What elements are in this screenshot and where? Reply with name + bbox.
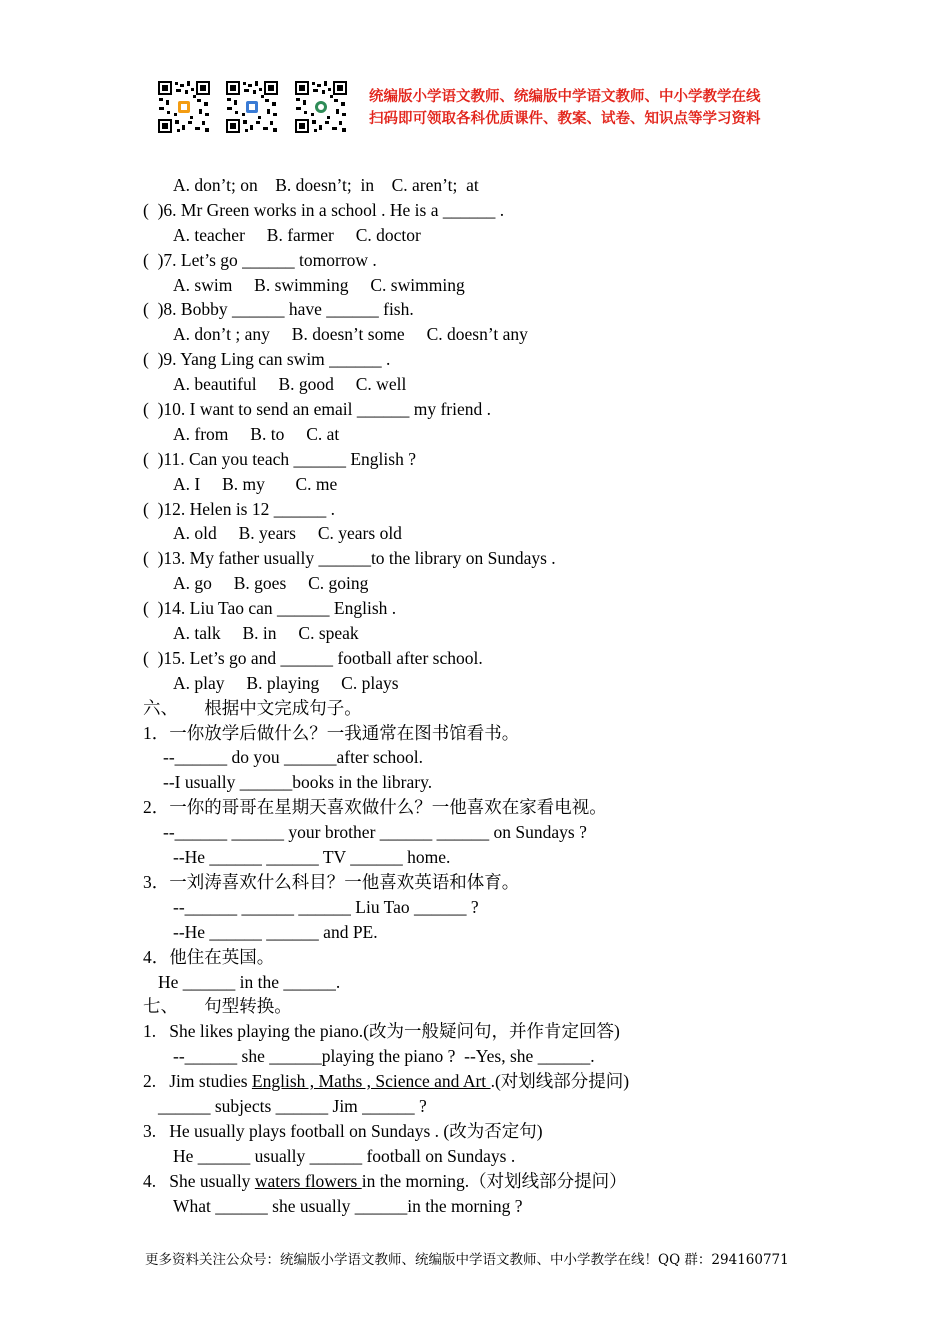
question-line: ( )7. Let’s go ______ tomorrow . [143,249,377,270]
question-line [143,1069,843,1094]
question-instruction: .(对划线部分提问) [490,1071,630,1092]
answer-line: --I usually ______books in the library. [163,772,433,793]
answer-line: What ______ she usually ______in the morning ? [173,1195,523,1216]
answer-line: --______ ______ your brother ______ ______ on Sundays ? [163,822,587,843]
answer-line: He ______ usually ______ football on Sundays . [173,1145,516,1166]
answer-line: He ______ in the ______. [158,971,341,992]
question-instruction: in the morning.（对划线部分提问） [361,1170,627,1191]
option-line: A. teacher B. farmer C. doctor [173,224,421,245]
answer-line: --______ she ______playing the piano ? --Yes, she ______. [173,1046,595,1067]
section-heading: 六、 根据中文完成句子。 [143,697,362,718]
promo-line-1: 统编版小学语文教师、统编版中学语文教师、中小学教学在线 [369,89,761,105]
question-line: 1．一你放学后做什么？一我通常在图书馆看书。 [143,722,520,743]
option-line: A. don’t ; any B. doesn’t some C. doesn’t any [173,324,528,345]
question-line: ( )15. Let’s go and ______ football after school. [143,647,483,668]
question-text: 2. Jim studies [143,1071,252,1092]
question-line: ( )11. Can you teach ______ English ? [143,448,416,469]
question-line: 3．一刘涛喜欢什么科目？一他喜欢英语和体育。 [143,871,520,892]
question-line: ( )6. Mr Green works in a school . He is a ______ . [143,199,505,220]
option-line: A. don’t; on B. doesn’t; in C. aren’t; at [173,175,479,195]
answer-line: ______ subjects ______ Jim ______ ? [158,1095,427,1116]
qr-code-3[interactable] [294,80,348,134]
answer-line: --______ ______ ______ Liu Tao ______ ? [173,896,479,917]
option-line: A. go B. goes C. going [173,573,369,594]
underlined-phrase: waters flowers [254,1170,362,1191]
question-line: ( )13. My father usually ______to the library on Sundays . [143,548,556,569]
option-line: A. old B. years C. years old [173,523,402,544]
question-line: ( )10. I want to send an email ______ my friend . [143,399,491,420]
answer-line: --He ______ ______ and PE. [173,921,378,942]
answer-line: --He ______ ______ TV ______ home. [173,847,451,868]
section-heading: 七、 句型转换。 [143,996,292,1017]
option-line: A. talk B. in C. speak [173,623,359,644]
promo-line-2: 扫码即可领取各科优质课件、教案、试卷、知识点等学习资料 [369,111,761,127]
question-line: 4．他住在英国。 [143,946,275,967]
question-line: 1. She likes playing the piano.(改为一般疑问句，并作肯定回答) [143,1021,620,1042]
option-line: A. from B. to C. at [173,423,340,444]
option-line: A. beautiful B. good C. well [173,374,407,395]
promo-text [369,86,761,130]
option-line: A. I B. my C. me [173,473,338,494]
header-banner [157,80,797,138]
question-line [143,1169,843,1194]
question-text: 4. She usually [143,1170,255,1191]
footer-text: 更多资料关注公众号：统编版小学语文教师、统编版中学语文教师、中小学教学在线！QQ 群：294160771 [145,1252,789,1268]
answer-line: --______ do you ______after school. [163,747,424,768]
question-line: 2．一你的哥哥在星期天喜欢做什么？一他喜欢在家看电视。 [143,797,607,818]
question-line: ( )8. Bobby ______ have ______ fish. [143,299,414,320]
question-line: ( )9. Yang Ling can swim ______ . [143,349,391,370]
question-line: ( )12. Helen is 12 ______ . [143,498,335,519]
qr-code-2[interactable] [225,80,279,134]
option-line: A. play B. playing C. plays [173,672,399,693]
qr-code-1[interactable] [157,80,211,134]
question-line: ( )14. Liu Tao can ______ English . [143,598,397,619]
worksheet-body [143,173,843,1218]
option-line: A. swim B. swimming C. swimming [173,274,465,295]
underlined-phrase: English , Maths , Science and Art [251,1071,491,1092]
question-line: 3. He usually plays football on Sundays . (改为否定句) [143,1120,543,1141]
